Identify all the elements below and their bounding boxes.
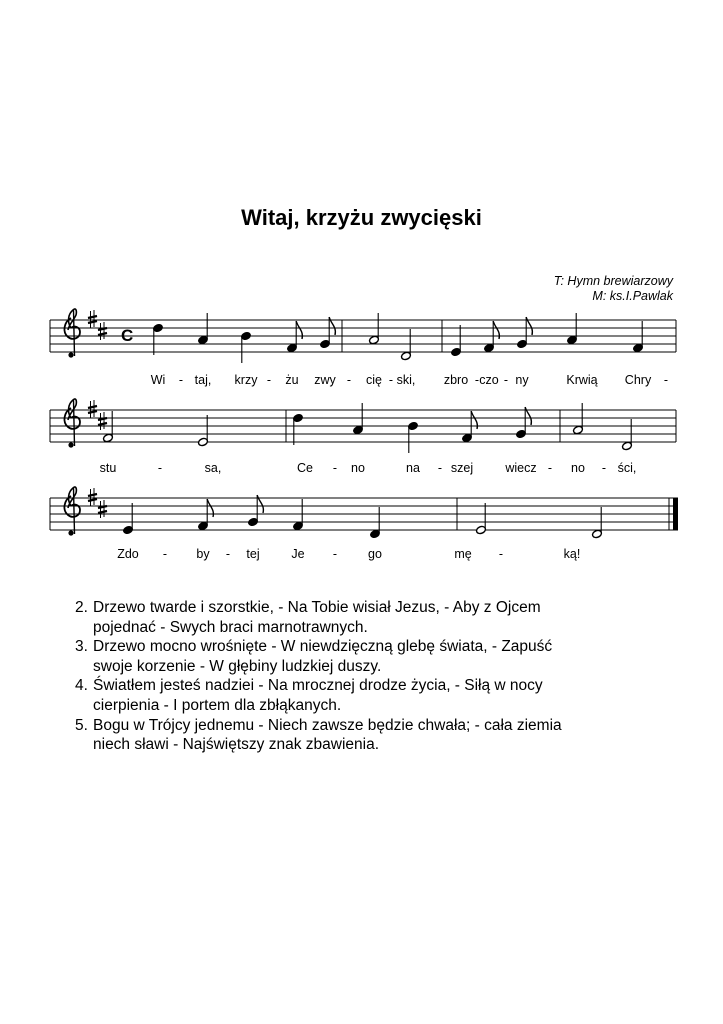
- staff-system-1: [0, 300, 723, 400]
- staff-system-3: [0, 478, 723, 578]
- sharp-icon: [98, 322, 107, 340]
- lyric-syllable: ści,: [617, 461, 637, 475]
- sharp-icon: [98, 500, 107, 518]
- note: [292, 413, 303, 445]
- lyric-syllable: Zdo: [117, 547, 139, 561]
- lyric-syllable: -: [474, 373, 480, 387]
- music-credit: M: ks.I.Pawlak: [592, 289, 673, 303]
- note: [632, 321, 643, 353]
- lyric-syllable: Je: [291, 547, 305, 561]
- lyric-syllable: -: [162, 547, 168, 561]
- verse-number: 3.: [75, 638, 88, 656]
- lyric-syllable: no: [571, 461, 585, 475]
- sharp-icon: [88, 310, 97, 328]
- sharp-icon: [88, 400, 97, 418]
- lyric-syllable: tej: [246, 547, 260, 561]
- lyrics: [151, 373, 668, 387]
- note: [197, 313, 208, 345]
- verse-number: 4.: [75, 677, 88, 695]
- verse-item: [75, 598, 675, 637]
- lyric-syllable: czo: [479, 373, 499, 387]
- lyric-syllable: na: [406, 461, 420, 475]
- lyric-syllable: -: [547, 461, 553, 475]
- lyric-syllable: -: [266, 373, 272, 387]
- sharp-icon: [98, 412, 107, 430]
- verse-line: niech sławi - Najświętszy znak zbawienia.: [93, 736, 380, 754]
- lyric-syllable: stu: [99, 461, 117, 475]
- time-signature: C: [121, 326, 134, 345]
- lyric-syllable: Wi: [150, 373, 166, 387]
- note: [461, 411, 477, 443]
- note: [400, 329, 411, 361]
- lyric-syllable: go: [368, 547, 382, 561]
- verses-list: [75, 598, 675, 755]
- lyric-syllable: krzy: [234, 373, 258, 387]
- lyrics: [100, 461, 637, 475]
- lyric-syllable: -: [388, 373, 394, 387]
- note: [621, 419, 632, 451]
- note: [286, 321, 302, 353]
- lyric-syllable: -: [498, 547, 504, 561]
- verse-item: [75, 676, 675, 715]
- lyric-syllable: wiecz: [505, 461, 537, 475]
- note: [240, 331, 251, 363]
- lyric-syllable: mę: [454, 547, 472, 561]
- lyric-syllable: sa,: [204, 461, 222, 475]
- lyric-syllable: szej: [450, 461, 474, 475]
- verse-line: Drzewo mocno wrośnięte - W niewdzięczną glebę świata, - Zapuść: [93, 638, 553, 656]
- note: [483, 321, 499, 353]
- verse-line: Drzewo twarde i szorstkie, - Na Tobie wisiał Jezus, - Aby z Ojcem: [93, 599, 541, 616]
- note: [407, 421, 418, 453]
- lyric-syllable: -: [178, 373, 184, 387]
- note: [450, 325, 461, 357]
- note: [122, 503, 133, 535]
- lyric-syllable: -: [437, 461, 443, 475]
- lyric-syllable: cię: [366, 373, 382, 387]
- sharp-icon: [88, 488, 97, 506]
- lyric-syllable: Ce: [297, 461, 313, 475]
- note: [152, 323, 163, 355]
- note: [566, 313, 577, 345]
- lyric-syllable: -: [225, 547, 231, 561]
- lyric-syllable: ski,: [396, 373, 416, 387]
- lyric-syllable: zbro: [443, 373, 469, 387]
- lyrics: [117, 547, 580, 561]
- lyric-syllable: ny: [515, 373, 529, 387]
- treble-clef-icon: [64, 399, 80, 448]
- lyric-syllable: Krwią: [566, 373, 598, 387]
- lyric-syllable: zwy: [314, 373, 336, 387]
- verse-item: [75, 716, 675, 755]
- lyric-syllable: -: [346, 373, 352, 387]
- note: [369, 507, 380, 539]
- verse-number: 5.: [75, 716, 88, 734]
- note: [591, 507, 602, 539]
- lyric-syllable: -: [503, 373, 509, 387]
- lyric-syllable: taj,: [194, 373, 212, 387]
- lyric-syllable: no: [351, 461, 365, 475]
- note: [368, 313, 379, 345]
- lyric-syllable: ką!: [563, 547, 581, 561]
- text-credit: T: Hymn brewiarzowy: [553, 274, 673, 288]
- lyric-syllable: -: [601, 461, 607, 475]
- final-barline-thick: [673, 498, 678, 530]
- staff-lines: [50, 498, 678, 530]
- verse-line: swoje korzenie - W głębiny ludzkiej duszy.: [93, 657, 382, 675]
- lyric-syllable: -: [157, 461, 163, 475]
- lyric-syllable: by: [196, 547, 210, 561]
- verse-line: Bogu w Trójcy jednemu - Niech zawsze będzie chwała; - cała ziemia: [93, 716, 562, 734]
- verse-line: pojednać - Swych braci marnotrawnych.: [93, 618, 368, 636]
- lyric-syllable: -: [332, 547, 338, 561]
- note: [352, 403, 363, 435]
- note: [475, 503, 486, 535]
- staff-lines: [50, 320, 676, 352]
- treble-clef-icon: [64, 487, 80, 536]
- note: [572, 403, 583, 435]
- treble-clef-icon: [64, 309, 80, 358]
- verse-line: cierpienia - I portem dla zbłąkanych.: [93, 696, 342, 714]
- verse-line: Światłem jesteś nadziei - Na mrocznej drodze życia, - Siłą w nocy: [93, 677, 543, 695]
- lyric-syllable: -: [663, 373, 669, 387]
- lyric-syllable: Chry: [624, 373, 652, 387]
- notes: [122, 495, 602, 539]
- note: [197, 499, 213, 531]
- lyric-syllable: -: [332, 461, 338, 475]
- verse-item: [75, 637, 675, 676]
- staff-system-2: [0, 390, 723, 490]
- song-title: Witaj, krzyżu zwycięski: [241, 205, 482, 230]
- lyric-syllable: żu: [285, 373, 299, 387]
- note: [197, 415, 208, 447]
- verse-number: 2.: [75, 599, 88, 616]
- note: [292, 499, 303, 531]
